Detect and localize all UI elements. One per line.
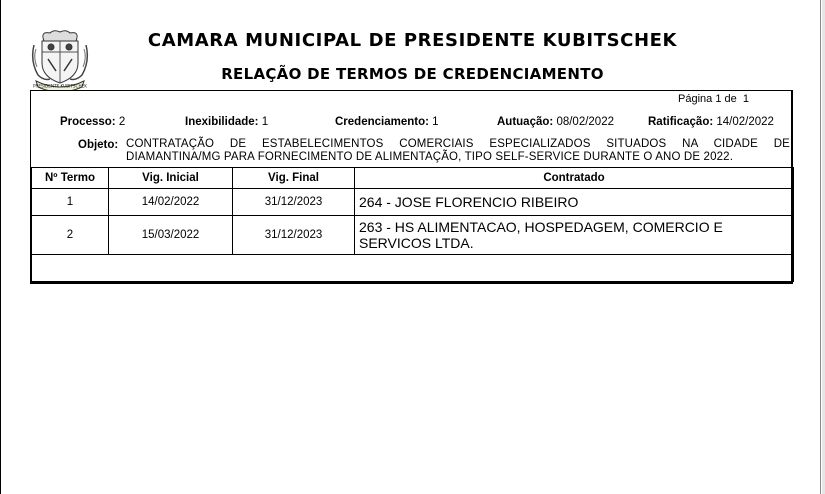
objeto-label: Objeto: (78, 139, 119, 151)
table-header-row (32, 168, 794, 189)
cell-termo: 1 (32, 189, 109, 216)
cell-vig-inicial: 14/02/2022 (109, 189, 233, 216)
logo-ribbon-text: PRESIDENTE KUBITSCHEK (33, 83, 87, 89)
page-indicator: Página 1 de 1 (678, 93, 750, 105)
page-right-border (820, 0, 821, 494)
cell-vig-inicial: 15/03/2022 (109, 216, 233, 255)
page-left-border (0, 0, 1, 494)
termos-table (31, 167, 794, 282)
table-row (32, 216, 794, 255)
objeto-text (126, 138, 790, 164)
report-title: RELAÇÃO DE TERMOS DE CREDENCIAMENTO (221, 65, 604, 83)
credenciamento-field: Credenciamento: 1 (335, 116, 439, 128)
inexibilidade-field: Inexibilidade: 1 (185, 116, 269, 128)
header-contratado: Contratado (355, 168, 794, 189)
objeto-line-1: CONTRATAÇÃO DE ESTABELECIMENTOS COMERCIAIS ESPECIALIZADOS SITUADOS NA CIDADE DE (126, 138, 790, 150)
cell-termo: 2 (32, 216, 109, 255)
cell-vig-final: 31/12/2023 (233, 216, 355, 255)
table-empty-row (32, 255, 794, 282)
empty-cell (32, 255, 794, 282)
processo-field: Processo: 2 (60, 116, 126, 128)
ratificacao-field: Ratificação: 14/02/2022 (648, 116, 774, 128)
coat-of-arms-icon (30, 27, 90, 91)
autuacao-field: Autuação: 08/02/2022 (497, 116, 614, 128)
header-termo: Nº Termo (32, 168, 109, 189)
cell-contratado: 264 - JOSE FLORENCIO RIBEIRO (355, 189, 794, 216)
header-vig-final: Vig. Final (233, 168, 355, 189)
table-row (32, 189, 794, 216)
cell-contratado: 263 - HS ALIMENTACAO, HOSPEDAGEM, COMERCIO E SERVICOS LTDA. (355, 216, 794, 255)
header-vig-inicial: Vig. Inicial (109, 168, 233, 189)
cell-vig-final: 31/12/2023 (233, 189, 355, 216)
objeto-line-2: DIAMANTINA/MG PARA FORNECIMENTO DE ALIMENTAÇÃO, TIPO SELF-SERVICE DURANTE O ANO DE 2022. (126, 151, 734, 163)
institution-title: CAMARA MUNICIPAL DE PRESIDENTE KUBITSCHEK (147, 30, 678, 51)
